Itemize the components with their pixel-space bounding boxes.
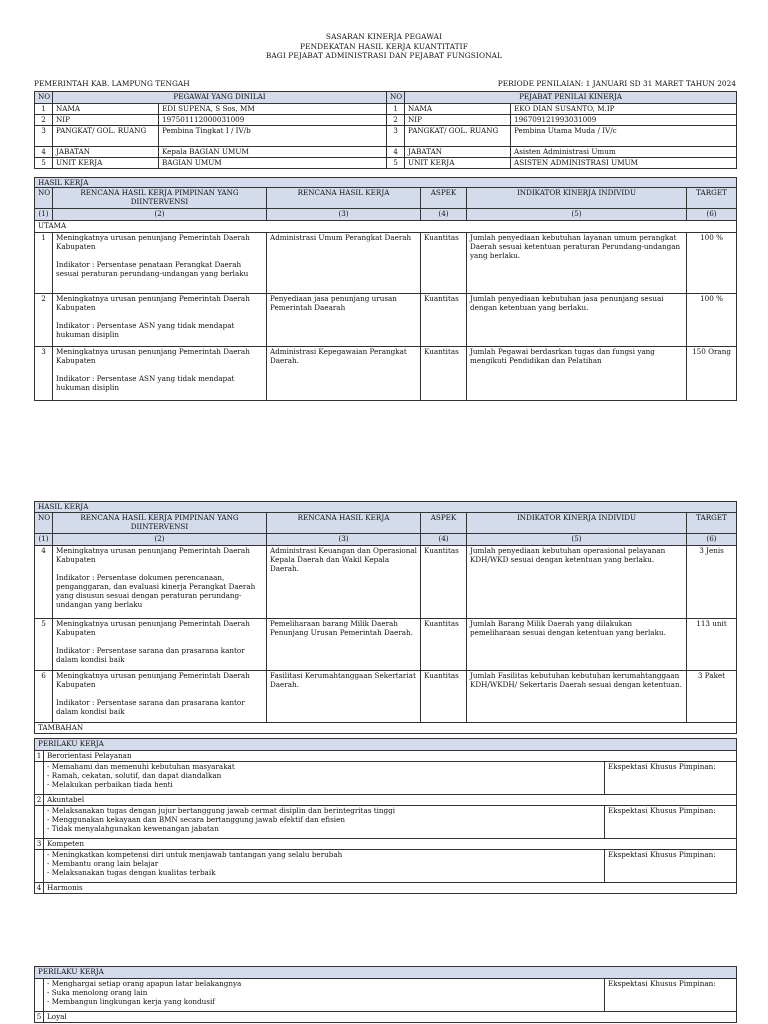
aspect: Kuantitas: [421, 546, 467, 619]
behavior-spacer: [35, 806, 44, 839]
leader-indicator: Indikator : Persentase penataan Perangkat Daerah sesuai peraturan perundang-undangan yang berlaku: [56, 260, 249, 278]
leader-plan-cell: [53, 347, 267, 401]
leader-plan: Meningkatnya urusan penunjang Pemerintah Daerah Kabupaten: [56, 619, 250, 637]
identity-row-no: 2: [35, 115, 53, 126]
column-number: (5): [467, 209, 687, 221]
table-row: [35, 294, 737, 347]
leader-indicator: Indikator : Persentase sarana dan prasarana kantor dalam kondisi baik: [56, 698, 245, 716]
identity-no-header-right: NO: [387, 92, 405, 104]
assessee-header: PEGAWAI YANG DINILAI: [53, 92, 387, 104]
column-number: (6): [687, 534, 737, 546]
behavior-bullets: - Memahami dan memenuhi kebutuhan masyarakat - Ramah, cekatan, solutif, dan dapat diandalkan - Melakukan perbaikan tiada henti: [44, 762, 605, 795]
identity-row-no: 5: [387, 158, 405, 169]
behavior-spacer: [35, 762, 44, 795]
aspect: Kuantitas: [421, 233, 467, 294]
individual-indicator: Jumlah Pegawai berdasrkan tugas dan fungsi yang mengikuti Pendidikan dan Pelatihan: [467, 347, 687, 401]
behavior-bullets: - Meningkatkan kompetensi diri untuk menjawab tantangan yang selalu berubah - Membantu orang lain belajar - Melaksanakan tugas dengan kualitas terbaik: [44, 850, 605, 883]
leader-plan: Meningkatnya urusan penunjang Pemerintah Daerah Kabupaten: [56, 671, 250, 689]
column-header: TARGET: [687, 513, 737, 534]
row-no: 5: [35, 619, 53, 671]
leader-plan: Meningkatnya urusan penunjang Pemerintah Daerah Kabupaten: [56, 294, 250, 312]
behavior-no: 2: [35, 795, 44, 806]
target: 100 %: [687, 294, 737, 347]
identity-value: Asisten Administrasi Umum: [511, 147, 737, 158]
work-plan: Administrasi Keuangan dan Operasional Kepala Daerah dan Wakil Kepala Daerah.: [267, 546, 421, 619]
behavior-title: Loyal: [44, 1012, 737, 1023]
leader-plan-cell: [53, 233, 267, 294]
identity-value: BAGIAN UMUM: [159, 158, 387, 169]
column-header: NO: [35, 188, 53, 209]
column-header: RENCANA HASIL KERJA PIMPINAN YANG DIINTERVENSI: [53, 513, 267, 534]
work-plan: Pemeliharaan barang Milik Daerah Penunjang Urusan Pemerintah Daerah.: [267, 619, 421, 671]
identity-label: JABATAN: [53, 147, 159, 158]
identity-value: Kepala BAGIAN UMUM: [159, 147, 387, 158]
assessment-period: PERIODE PENILAIAN: 1 JANUARI SD 31 MARET TAHUN 2024: [497, 79, 736, 88]
work-results-table-continued: [34, 501, 737, 734]
identity-label: UNIT KERJA: [53, 158, 159, 169]
table-row: [35, 347, 737, 401]
leader-plan: Meningkatnya urusan penunjang Pemerintah Daerah Kabupaten: [56, 233, 250, 251]
column-number: (2): [53, 209, 267, 221]
table-row: [35, 671, 737, 723]
leader-expectation: Ekspektasi Khusus Pimpinan:: [605, 850, 737, 883]
leader-expectation: Ekspektasi Khusus Pimpinan:: [605, 979, 737, 1012]
behavior-no: 1: [35, 751, 44, 762]
target: 3 Jenis: [687, 546, 737, 619]
column-header: ASPEK: [421, 513, 467, 534]
work-plan: Administrasi Umum Perangkat Daerah: [267, 233, 421, 294]
identity-row-no: 4: [387, 147, 405, 158]
aspect: Kuantitas: [421, 347, 467, 401]
identity-label: JABATAN: [405, 147, 511, 158]
target: 3 Paket: [687, 671, 737, 723]
work-behavior-table-continued: [34, 966, 737, 1023]
identity-row-no: 1: [35, 104, 53, 115]
identity-row-no: 3: [387, 126, 405, 147]
column-header: RENCANA HASIL KERJA PIMPINAN YANG DIINTERVENSI: [53, 188, 267, 209]
behavior-bullets: - Melaksanakan tugas dengan jujur bertanggung jawab cermat disiplin dan berintegritas tinggi - Menggunakan kekayaan dan BMN secara bertanggung jawab efektif dan efisien - Tidak menyalahgunakan kewenangan jabatan: [44, 806, 605, 839]
column-header: TARGET: [687, 188, 737, 209]
behavior-title: Berorientasi Pelayanan: [44, 751, 737, 762]
tambahan-label: TAMBAHAN: [35, 723, 737, 734]
identity-label: UNIT KERJA: [405, 158, 511, 169]
work-plan: Administrasi Kepegawaian Perangkat Daerah.: [267, 347, 421, 401]
leader-indicator: Indikator : Persentase ASN yang tidak mendapat hukuman disiplin: [56, 321, 235, 339]
column-header: INDIKATOR KINERJA INDIVIDU: [467, 513, 687, 534]
identity-label: NIP: [405, 115, 511, 126]
column-number: (5): [467, 534, 687, 546]
leader-plan: Meningkatnya urusan penunjang Pemerintah Daerah Kabupaten: [56, 546, 250, 564]
leader-plan-cell: [53, 619, 267, 671]
individual-indicator: Jumlah penyediaan kebutuhan layanan umum perangkat Daerah sesuai ketentuan peraturan Perundang-undangan yang berlaku.: [467, 233, 687, 294]
behavior-title: Akuntabel: [44, 795, 737, 806]
row-no: 4: [35, 546, 53, 619]
column-number: (4): [421, 209, 467, 221]
target: 113 unit: [687, 619, 737, 671]
behavior-title: Kompeten: [44, 839, 737, 850]
title-line-3: BAGI PEJABAT ADMINISTRASI DAN PEJABAT FUNGSIONAL: [265, 51, 503, 61]
title-line-2: PENDEKATAN HASIL KERJA KUANTITATIF: [300, 41, 468, 51]
identity-value: EKO DIAN SUSANTO, M.IP: [511, 104, 737, 115]
column-number: (4): [421, 534, 467, 546]
column-header: ASPEK: [421, 188, 467, 209]
identity-value: 196709121993031009: [511, 115, 737, 126]
leader-plan-cell: [53, 546, 267, 619]
identity-label: NAMA: [405, 104, 511, 115]
column-header: INDIKATOR KINERJA INDIVIDU: [467, 188, 687, 209]
identity-row-no: 2: [387, 115, 405, 126]
behavior-no: 5: [35, 1012, 44, 1023]
section-label: PERILAKU KERJA: [35, 739, 737, 751]
identity-row-no: 5: [35, 158, 53, 169]
individual-indicator: Jumlah penyediaan kebutuhan jasa penunjang sesuai dengan ketentuan yang berlaku.: [467, 294, 687, 347]
table-row: [35, 546, 737, 619]
table-row: [35, 233, 737, 294]
work-behavior-table: [34, 738, 737, 894]
behavior-spacer: [35, 979, 44, 1012]
identity-value: 197501112000031009: [159, 115, 387, 126]
identity-value: ASISTEN ADMINISTRASI UMUM: [511, 158, 737, 169]
leader-indicator: Indikator : Persentase ASN yang tidak mendapat hukuman disiplin: [56, 374, 235, 392]
identity-row-no: 1: [387, 104, 405, 115]
target: 100 %: [687, 233, 737, 294]
leader-indicator: Indikator : Persentase sarana dan prasarana kantor dalam kondisi baik: [56, 646, 245, 664]
organization-name: PEMERINTAH KAB. LAMPUNG TENGAH: [34, 79, 190, 88]
row-no: 3: [35, 347, 53, 401]
work-plan: Penyediaan jasa penunjang urusan Pemerintah Daearah: [267, 294, 421, 347]
table-row: [35, 619, 737, 671]
row-no: 6: [35, 671, 53, 723]
aspect: Kuantitas: [421, 294, 467, 347]
individual-indicator: Jumlah penyediaan kebutuhan operasional pelayanan KDH/WKD sesuai dengan ketentuan yang berlaku.: [467, 546, 687, 619]
column-number: (1): [35, 534, 53, 546]
column-number: (3): [267, 209, 421, 221]
leader-plan: Meningkatnya urusan penunjang Pemerintah Daerah Kabupaten: [56, 347, 250, 365]
identity-label: NAMA: [53, 104, 159, 115]
behavior-title: Harmonis: [44, 883, 737, 894]
section-label: HASIL KERJA: [35, 502, 737, 513]
row-no: 1: [35, 233, 53, 294]
behavior-no: 4: [35, 883, 44, 894]
section-label: HASIL KERJA: [35, 178, 737, 188]
aspect: Kuantitas: [421, 671, 467, 723]
column-header: NO: [35, 513, 53, 534]
individual-indicator: Jumlah Barang Milik Daerah yang dilakukan pemeliharaan sesuai dengan ketentuan yang berlaku.: [467, 619, 687, 671]
row-no: 2: [35, 294, 53, 347]
leader-indicator: Indikator : Persentase dokumen perencanaan, penganggaran, dan evaluasi kinerja Perangkat Daerah yang disusun sesuai dengan peraturan perundang-undangan yang berlaku: [56, 573, 256, 609]
column-header: RENCANA HASIL KERJA: [267, 188, 421, 209]
target: 150 Orang: [687, 347, 737, 401]
work-plan: Fasilitasi Kerumahtanggaan Sekertariat Daerah.: [267, 671, 421, 723]
identity-row-no: 4: [35, 147, 53, 158]
identity-table: [34, 91, 737, 169]
leader-expectation: Ekspektasi Khusus Pimpinan:: [605, 762, 737, 795]
identity-no-header: NO: [35, 92, 53, 104]
leader-plan-cell: [53, 671, 267, 723]
identity-value: Pembina Utama Muda / IV/c: [511, 126, 737, 147]
behavior-bullets: - Menghargai setiap orang apapun latar belakangnya - Suka menolong orang lain - Membangun lingkungan kerja yang kondusif: [44, 979, 605, 1012]
identity-label: PANGKAT/ GOL. RUANG: [405, 126, 511, 147]
identity-label: PANGKAT/ GOL. RUANG: [53, 126, 159, 147]
identity-row-no: 3: [35, 126, 53, 147]
behavior-no: 3: [35, 839, 44, 850]
utama-label: UTAMA: [35, 221, 737, 233]
title-line-1: SASARAN KINERJA PEGAWAI: [325, 32, 443, 41]
identity-value: EDI SUPENA, S Sos, MM: [159, 104, 387, 115]
column-number: (6): [687, 209, 737, 221]
column-number: (1): [35, 209, 53, 221]
aspect: Kuantitas: [421, 619, 467, 671]
column-number: (3): [267, 534, 421, 546]
leader-plan-cell: [53, 294, 267, 347]
work-results-table: [34, 177, 737, 401]
assessor-header: PEJABAT PENILAI KINERJA: [405, 92, 737, 104]
column-number: (2): [53, 534, 267, 546]
document-title: [0, 32, 768, 61]
section-label: PERILAKU KERJA: [35, 967, 737, 979]
identity-value: Pembina Tingkat I / IV/b: [159, 126, 387, 147]
leader-expectation: Ekspektasi Khusus Pimpinan:: [605, 806, 737, 839]
identity-label: NIP: [53, 115, 159, 126]
individual-indicator: Jumlah Fasilitas kebutuhan kebutuhan kerumahtanggaan KDH/WKDH/ Sekertaris Daerah sesuai dengan ketentuan.: [467, 671, 687, 723]
behavior-spacer: [35, 850, 44, 883]
column-header: RENCANA HASIL KERJA: [267, 513, 421, 534]
